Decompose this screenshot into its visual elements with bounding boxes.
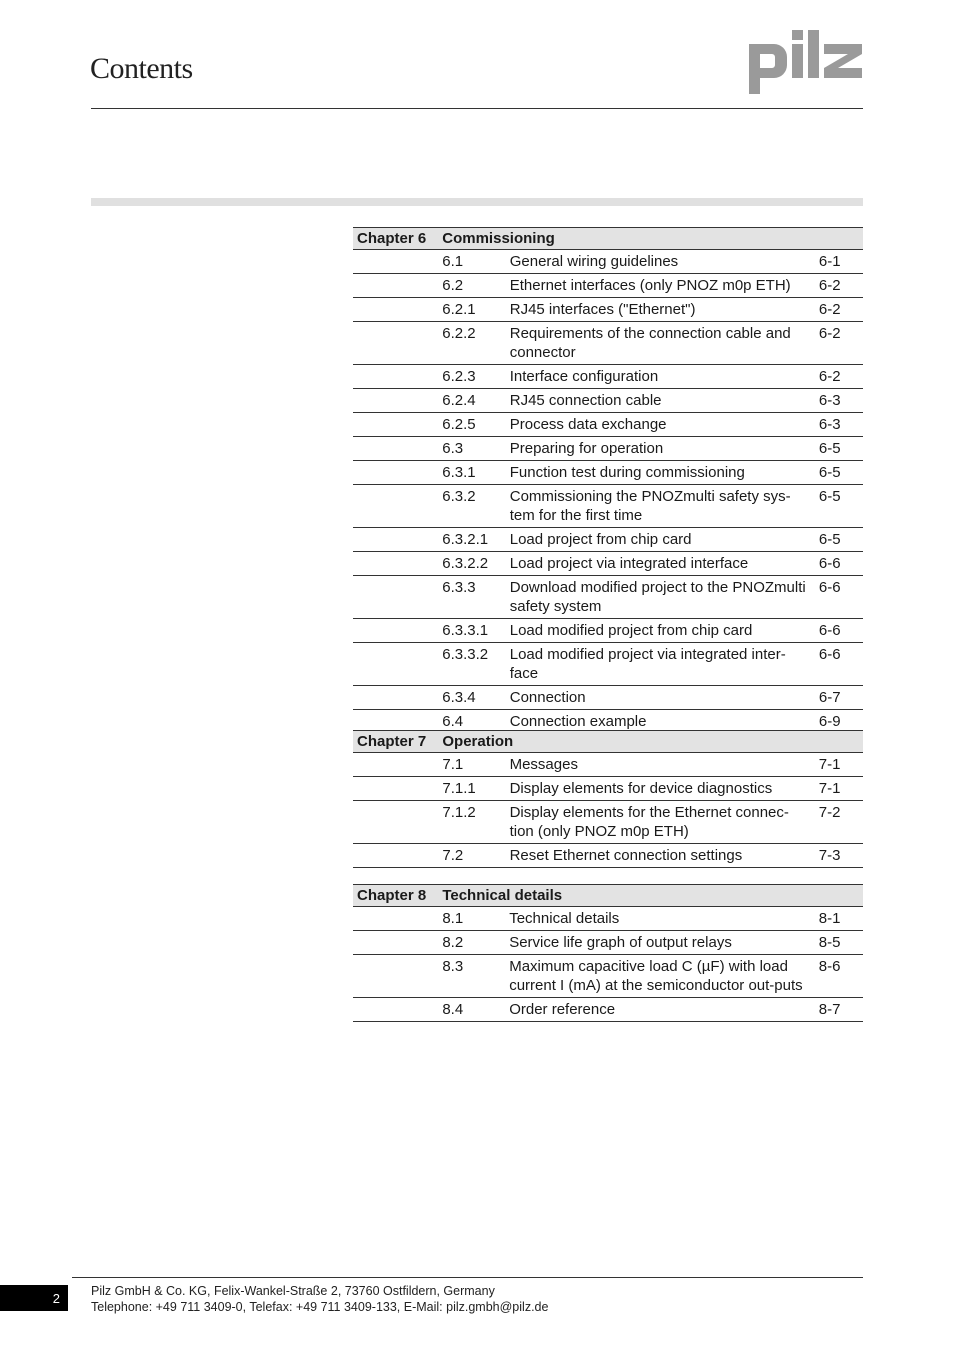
header-rule <box>91 108 863 109</box>
toc-row[interactable] <box>353 753 863 777</box>
chapter-title: Commissioning <box>438 228 863 250</box>
toc-row[interactable] <box>353 931 863 955</box>
toc-chapter-6 <box>353 227 863 734</box>
footer-line-1: Pilz GmbH & Co. KG, Felix-Wankel-Straße 2, 73760 Ostfildern, Germany <box>91 1284 495 1298</box>
toc-row[interactable] <box>353 998 863 1022</box>
toc-number: 6.3.3 <box>438 576 505 619</box>
toc-title[interactable]: Reset Ethernet connection settings <box>506 844 815 868</box>
toc-title[interactable]: Download modified project to the PNOZmulti safety system <box>506 576 815 619</box>
toc-chapter-7 <box>353 730 863 868</box>
toc-page: 7-1 <box>815 777 863 801</box>
toc-title[interactable]: Connection <box>506 686 815 710</box>
toc-row[interactable] <box>353 528 863 552</box>
toc-number: 7.1.1 <box>438 777 505 801</box>
toc-number: 7.1.2 <box>438 801 505 844</box>
toc-title[interactable]: Load modified project from chip card <box>506 619 815 643</box>
toc-number: 6.2.4 <box>438 389 505 413</box>
toc-row[interactable] <box>353 389 863 413</box>
toc-page: 6-5 <box>815 437 863 461</box>
chapter-title: Technical details <box>438 885 863 907</box>
chapter-label: Chapter 8 <box>353 885 438 907</box>
toc-title[interactable]: Load project from chip card <box>506 528 815 552</box>
toc-title[interactable]: Requirements of the connection cable and connector <box>506 322 815 365</box>
toc-page: 6-9 <box>815 710 863 734</box>
page-number: 2 <box>0 1285 68 1311</box>
toc-number: 6.2 <box>438 274 505 298</box>
chapter-header-row <box>353 885 863 907</box>
chapter-title: Operation <box>438 731 863 753</box>
toc-page: 6-6 <box>815 619 863 643</box>
toc-title[interactable]: RJ45 connection cable <box>506 389 815 413</box>
toc-title[interactable]: Load modified project via integrated inter-face <box>506 643 815 686</box>
toc-page: 6-2 <box>815 322 863 365</box>
toc-page: 6-5 <box>815 485 863 528</box>
toc-title[interactable]: RJ45 interfaces ("Ethernet") <box>506 298 815 322</box>
toc-page: 6-5 <box>815 461 863 485</box>
toc-title[interactable]: Technical details <box>505 907 815 931</box>
toc-page: 6-6 <box>815 552 863 576</box>
toc-row[interactable] <box>353 907 863 931</box>
toc-number: 7.2 <box>438 844 505 868</box>
toc-title[interactable]: Order reference <box>505 998 815 1022</box>
toc-number: 6.2.5 <box>438 413 505 437</box>
toc-title[interactable]: Preparing for operation <box>506 437 815 461</box>
toc-number: 6.3.3.1 <box>438 619 505 643</box>
footer-address <box>91 1283 548 1315</box>
toc-row[interactable] <box>353 552 863 576</box>
toc-page: 6-1 <box>815 250 863 274</box>
toc-page: 6-5 <box>815 528 863 552</box>
toc-number: 8.3 <box>438 955 505 998</box>
toc-row[interactable] <box>353 955 863 998</box>
toc-page: 8-6 <box>815 955 863 998</box>
toc-row[interactable] <box>353 485 863 528</box>
toc-number: 8.4 <box>438 998 505 1022</box>
toc-page: 8-5 <box>815 931 863 955</box>
toc-row[interactable] <box>353 686 863 710</box>
toc-number: 6.4 <box>438 710 505 734</box>
footer-rule <box>72 1277 863 1278</box>
toc-page: 8-1 <box>815 907 863 931</box>
toc-title[interactable]: Connection example <box>506 710 815 734</box>
page-title: Contents <box>90 52 193 85</box>
toc-row[interactable] <box>353 250 863 274</box>
toc-page: 6-2 <box>815 274 863 298</box>
toc-row[interactable] <box>353 437 863 461</box>
toc-title[interactable]: Display elements for the Ethernet connec-tion (only PNOZ m0p ETH) <box>506 801 815 844</box>
footer-line-2: Telephone: +49 711 3409-0, Telefax: +49 711 3409-133, E-Mail: pilz.gmbh@pilz.de <box>91 1300 549 1314</box>
toc-page: 6-6 <box>815 643 863 686</box>
toc-row[interactable] <box>353 365 863 389</box>
toc-page: 6-2 <box>815 365 863 389</box>
toc-title[interactable]: Function test during commissioning <box>506 461 815 485</box>
toc-title[interactable]: General wiring guidelines <box>506 250 815 274</box>
toc-page: 6-3 <box>815 413 863 437</box>
toc-title[interactable]: Display elements for device diagnostics <box>506 777 815 801</box>
toc-number: 6.3.1 <box>438 461 505 485</box>
toc-row[interactable] <box>353 322 863 365</box>
toc-row[interactable] <box>353 413 863 437</box>
toc-row[interactable] <box>353 777 863 801</box>
section-band <box>91 198 863 206</box>
toc-row[interactable] <box>353 619 863 643</box>
toc-page: 7-1 <box>815 753 863 777</box>
toc-row[interactable] <box>353 643 863 686</box>
toc-page: 8-7 <box>815 998 863 1022</box>
toc-page: 7-2 <box>815 801 863 844</box>
chapter-header-row <box>353 228 863 250</box>
toc-title[interactable]: Maximum capacitive load C (µF) with load current I (mA) at the semiconductor out-puts <box>505 955 815 998</box>
toc-title[interactable]: Interface configuration <box>506 365 815 389</box>
toc-number: 7.1 <box>438 753 505 777</box>
toc-number: 6.3.2.2 <box>438 552 505 576</box>
toc-number: 6.3.3.2 <box>438 643 505 686</box>
toc-number: 6.2.1 <box>438 298 505 322</box>
toc-row[interactable] <box>353 844 863 868</box>
toc-title[interactable]: Commissioning the PNOZmulti safety sys-tem for the first time <box>506 485 815 528</box>
toc-title[interactable]: Service life graph of output relays <box>505 931 815 955</box>
toc-chapter-8 <box>353 884 863 1022</box>
toc-title[interactable]: Process data exchange <box>506 413 815 437</box>
toc-number: 6.2.3 <box>438 365 505 389</box>
toc-number: 8.2 <box>438 931 505 955</box>
toc-row[interactable] <box>353 461 863 485</box>
toc-page: 6-6 <box>815 576 863 619</box>
chapter-header-row <box>353 731 863 753</box>
toc-number: 6.3.2.1 <box>438 528 505 552</box>
toc-number: 6.3.4 <box>438 686 505 710</box>
toc-row[interactable] <box>353 576 863 619</box>
toc-title[interactable]: Ethernet interfaces (only PNOZ m0p ETH) <box>506 274 815 298</box>
toc-page: 7-3 <box>815 844 863 868</box>
toc-number: 8.1 <box>438 907 505 931</box>
toc-page: 6-3 <box>815 389 863 413</box>
chapter-label: Chapter 6 <box>353 228 438 250</box>
toc-title[interactable]: Load project via integrated interface <box>506 552 815 576</box>
toc-page: 6-2 <box>815 298 863 322</box>
pilz-logo-icon <box>747 26 865 96</box>
toc-page: 6-7 <box>815 686 863 710</box>
toc-title[interactable]: Messages <box>506 753 815 777</box>
toc-number: 6.2.2 <box>438 322 505 365</box>
toc-number: 6.3 <box>438 437 505 461</box>
toc-row[interactable] <box>353 298 863 322</box>
toc-number: 6.3.2 <box>438 485 505 528</box>
chapter-label: Chapter 7 <box>353 731 438 753</box>
toc-number: 6.1 <box>438 250 505 274</box>
toc-row[interactable] <box>353 274 863 298</box>
toc-row[interactable] <box>353 801 863 844</box>
